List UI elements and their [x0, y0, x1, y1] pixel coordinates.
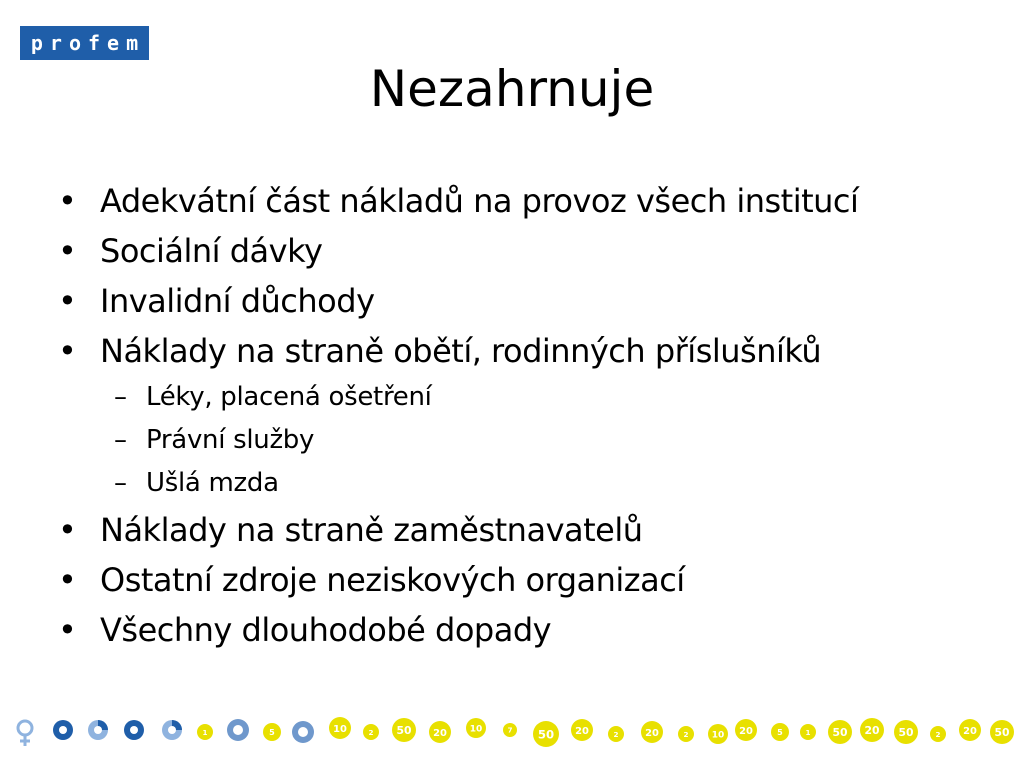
sub-bullet-item: [58, 419, 994, 462]
coin-icon: [800, 724, 816, 740]
bullet-item: [58, 326, 994, 376]
bullet-text: Všechny dlouhodobé dopady: [100, 611, 552, 649]
coin-label: 10: [469, 724, 483, 735]
coin-label: 20: [864, 724, 880, 738]
blue-circle-icon: [53, 720, 73, 740]
coin-icon: [503, 723, 517, 737]
bullet-item: [58, 276, 994, 326]
bullet-symbol: •: [58, 232, 77, 270]
bullet-symbol: •: [58, 511, 77, 549]
bullet-symbol: •: [58, 182, 77, 220]
coin-icon: [392, 718, 416, 742]
coin-icon: [329, 717, 351, 739]
coin-label: 20: [575, 725, 589, 737]
bullet-symbol: •: [58, 561, 77, 599]
bullet-text: Náklady na straně obětí, rodinných příslušníků: [100, 332, 822, 370]
footer-coins-graphic: [0, 710, 1024, 760]
coin-label: 20: [963, 725, 977, 737]
coin-icon: [429, 721, 451, 743]
bullet-item: [58, 555, 994, 605]
bullet-symbol: •: [58, 332, 77, 370]
coin-label: 50: [396, 724, 412, 738]
logo-letter: r: [49, 31, 62, 55]
bullet-item: [58, 605, 994, 655]
sub-bullet-text: Léky, placená ošetření: [146, 382, 432, 412]
dash-symbol: –: [114, 382, 127, 412]
coin-label: 5: [269, 727, 275, 738]
coin-label: 50: [898, 726, 914, 740]
coin-label: 50: [537, 727, 555, 742]
sub-bullet-item: [58, 376, 994, 419]
coin-label: 2: [613, 729, 619, 739]
coin-icon: [466, 718, 486, 738]
coin-icon: [678, 726, 694, 742]
coin-icon: [263, 723, 281, 741]
coin-icon: [363, 724, 379, 740]
blue-circle-icon: [88, 720, 108, 740]
coin-label: 5: [777, 727, 783, 738]
logo-letter: f: [88, 31, 101, 55]
coin-icon: [197, 724, 213, 740]
dash-symbol: –: [114, 468, 127, 498]
coin-label: 50: [994, 726, 1010, 740]
coin-label: 10: [333, 723, 347, 735]
coin-icon: [771, 723, 789, 741]
logo-letter: e: [107, 31, 120, 55]
sub-bullet-text: Ušlá mzda: [146, 468, 279, 498]
coin-icon: [641, 721, 663, 743]
logo-letter: o: [68, 31, 81, 55]
logo-letter: m: [126, 31, 139, 55]
bullet-item: [58, 226, 994, 276]
coin-icon: [894, 720, 918, 744]
coin-icon: [533, 721, 559, 747]
decorative-footer-strip: [0, 710, 1024, 760]
coin-label: 50: [832, 726, 848, 740]
coin-label: 20: [645, 727, 659, 739]
bullet-list: [58, 176, 994, 655]
coin-label: 2: [935, 729, 941, 739]
bullet-text: Invalidní důchody: [100, 282, 375, 320]
blue-circle-icon: [124, 720, 144, 740]
coin-label: 2: [368, 727, 374, 737]
coin-label: 7: [507, 726, 513, 735]
sub-bullet-item: [58, 462, 994, 505]
bullet-text: Náklady na straně zaměstnavatelů: [100, 511, 643, 549]
coin-icon: [571, 719, 593, 741]
coin-icon: [930, 726, 946, 742]
blue-circle-icon: [292, 721, 314, 743]
coin-icon: [959, 719, 981, 741]
coin-label: 2: [683, 729, 689, 739]
coin-icon: [708, 724, 728, 744]
bullet-text: Sociální dávky: [100, 232, 323, 270]
coin-icon: [608, 726, 624, 742]
coin-label: 1: [805, 727, 811, 737]
blue-circle-icon: [162, 720, 182, 740]
coin-label: 20: [739, 725, 753, 737]
sub-bullet-text: Právní služby: [146, 425, 315, 455]
coin-label: 1: [202, 727, 208, 737]
bullet-item: [58, 505, 994, 555]
bullet-item: [58, 176, 994, 226]
bullet-symbol: •: [58, 611, 77, 649]
coin-label: 20: [433, 727, 447, 739]
coin-icon: [990, 720, 1014, 744]
profem-logo: [20, 26, 149, 60]
dash-symbol: –: [114, 425, 127, 455]
slide-title: Nezahrnuje: [369, 60, 655, 118]
coin-icon: [860, 718, 884, 742]
bullet-symbol: •: [58, 282, 77, 320]
female-symbol-icon: [18, 721, 32, 746]
coin-label: 10: [711, 730, 725, 741]
coin-icon: [828, 720, 852, 744]
bullet-text: Ostatní zdroje neziskových organizací: [100, 561, 685, 599]
logo-letter: p: [30, 31, 43, 55]
coin-icon: [735, 719, 757, 741]
blue-circle-icon: [227, 719, 249, 741]
bullet-text: Adekvátní část nákladů na provoz všech institucí: [100, 182, 859, 220]
